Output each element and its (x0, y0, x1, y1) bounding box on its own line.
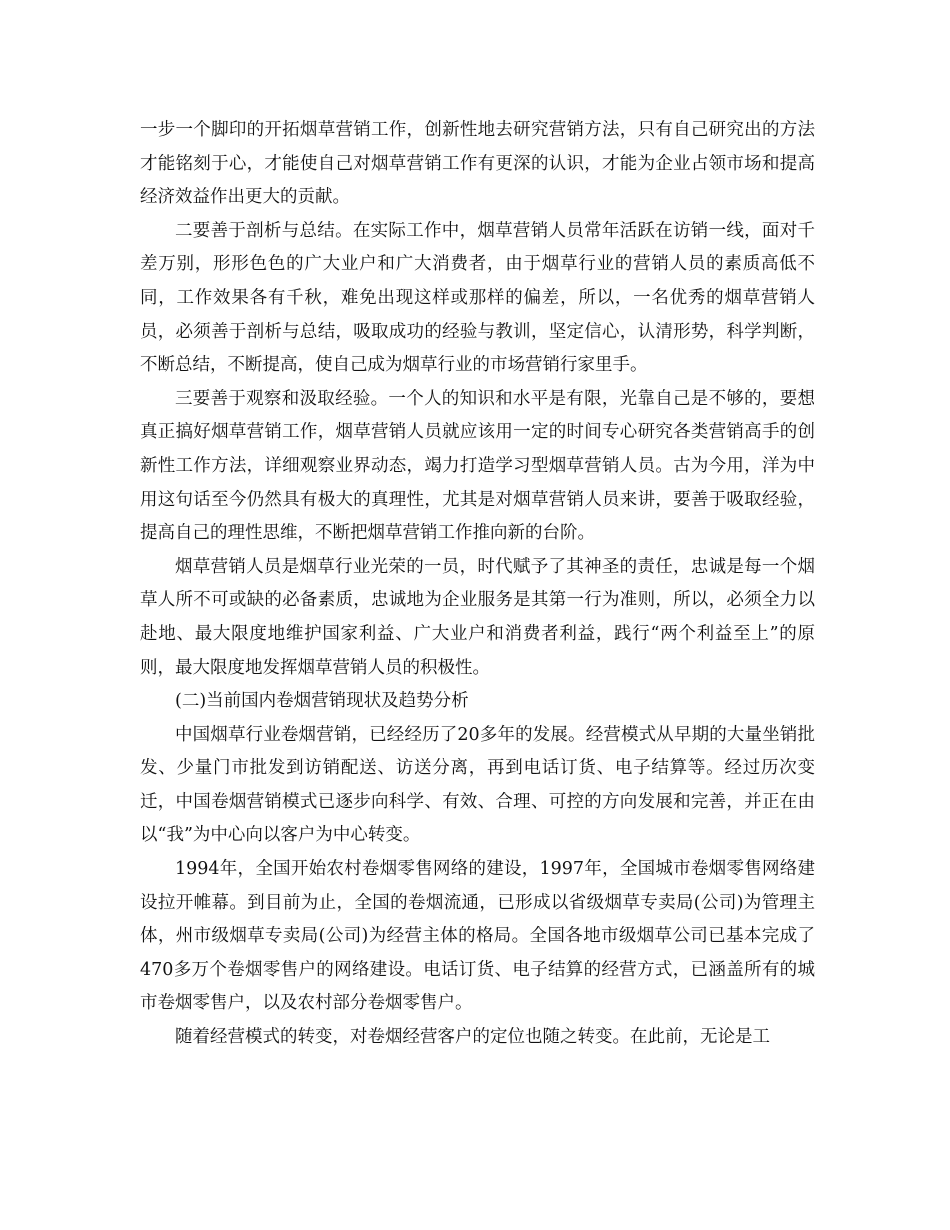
paragraph-loyalty: 烟草营销人员是烟草行业光荣的一员，时代赋予了其神圣的责任，忠诚是每一个烟草人所不可或缺的必备素质，忠诚地为企业服务是其第一行为准则，所以，必须全力以赴地、最大限度地维护国家利益、广大业户和消费者利益，践行“两个利益至上”的原则，最大限度地发挥烟草营销人员的积极性。 (140, 556, 815, 678)
paragraph-customer-positioning: 随着经营模式的转变，对卷烟经营客户的定位也随之转变。在此前，无论是工 (175, 1027, 770, 1048)
paragraph-marketing-history: 中国烟草行业卷烟营销，已经经历了20多年的发展。经营模式从早期的大量坐销批发、少量门市批发到访销配送、访送分离，再到电话订货、电子结算等。经过历次变迁，中国卷烟营销模式已逐步向科学、有效、合理、可控的方向发展和完善，并正在由以“我”为中心向以客户为中心转变。 (140, 724, 815, 846)
paragraph-continuation: 一步一个脚印的开拓烟草营销工作，创新性地去研究营销方法，只有自己研究出的方法才能铭刻于心，才能使自己对烟草营销工作有更深的认识，才能为企业占领市场和提高经济效益作出更大的贡献。 (140, 120, 815, 208)
paragraph-analysis-summary: 二要善于剖析与总结。在实际工作中，烟草营销人员常年活跃在访销一线，面对千差万别，形形色色的广大业户和广大消费者，由于烟草行业的营销人员的素质高低不同，工作效果各有千秋，难免出现这样或那样的偏差，所以，一名优秀的烟草营销人员，必须善于剖析与总结，吸取成功的经验与教训，坚定信心，认清形势，科学判断，不断总结，不断提高，使自己成为烟草行业的市场营销行家里手。 (140, 220, 815, 376)
section-heading: (二)当前国内卷烟营销现状及趋势分析 (175, 691, 469, 712)
paragraph-retail-network: 1994年，全国开始农村卷烟零售网络的建设，1997年，全国城市卷烟零售网络建设拉开帷幕。到目前为止，全国的卷烟流通，已形成以省级烟草专卖局(公司)为管理主体，州市级烟草专卖局(公司)为经营主体的格局。全国各地市级烟草公司已基本完成了470多万个卷烟零售户的网络建设。电话订货、电子结算的经营方式，已涵盖所有的城市卷烟零售户，以及农村部分卷烟零售户。 (140, 859, 815, 1014)
document-body (140, 114, 815, 1055)
paragraph-observe-learn: 三要善于观察和汲取经验。一个人的知识和水平是有限，光靠自己是不够的，要想真正搞好烟草营销工作，烟草营销人员就应该用一定的时间专心研究各类营销高手的创新性工作方法，详细观察业界动态，竭力打造学习型烟草营销人员。古为今用，洋为中用这句话至今仍然具有极大的真理性，尤其是对烟草营销人员来讲，要善于吸取经验，提高自己的理性思维，不断把烟草营销工作推向新的台阶。 (140, 388, 815, 544)
